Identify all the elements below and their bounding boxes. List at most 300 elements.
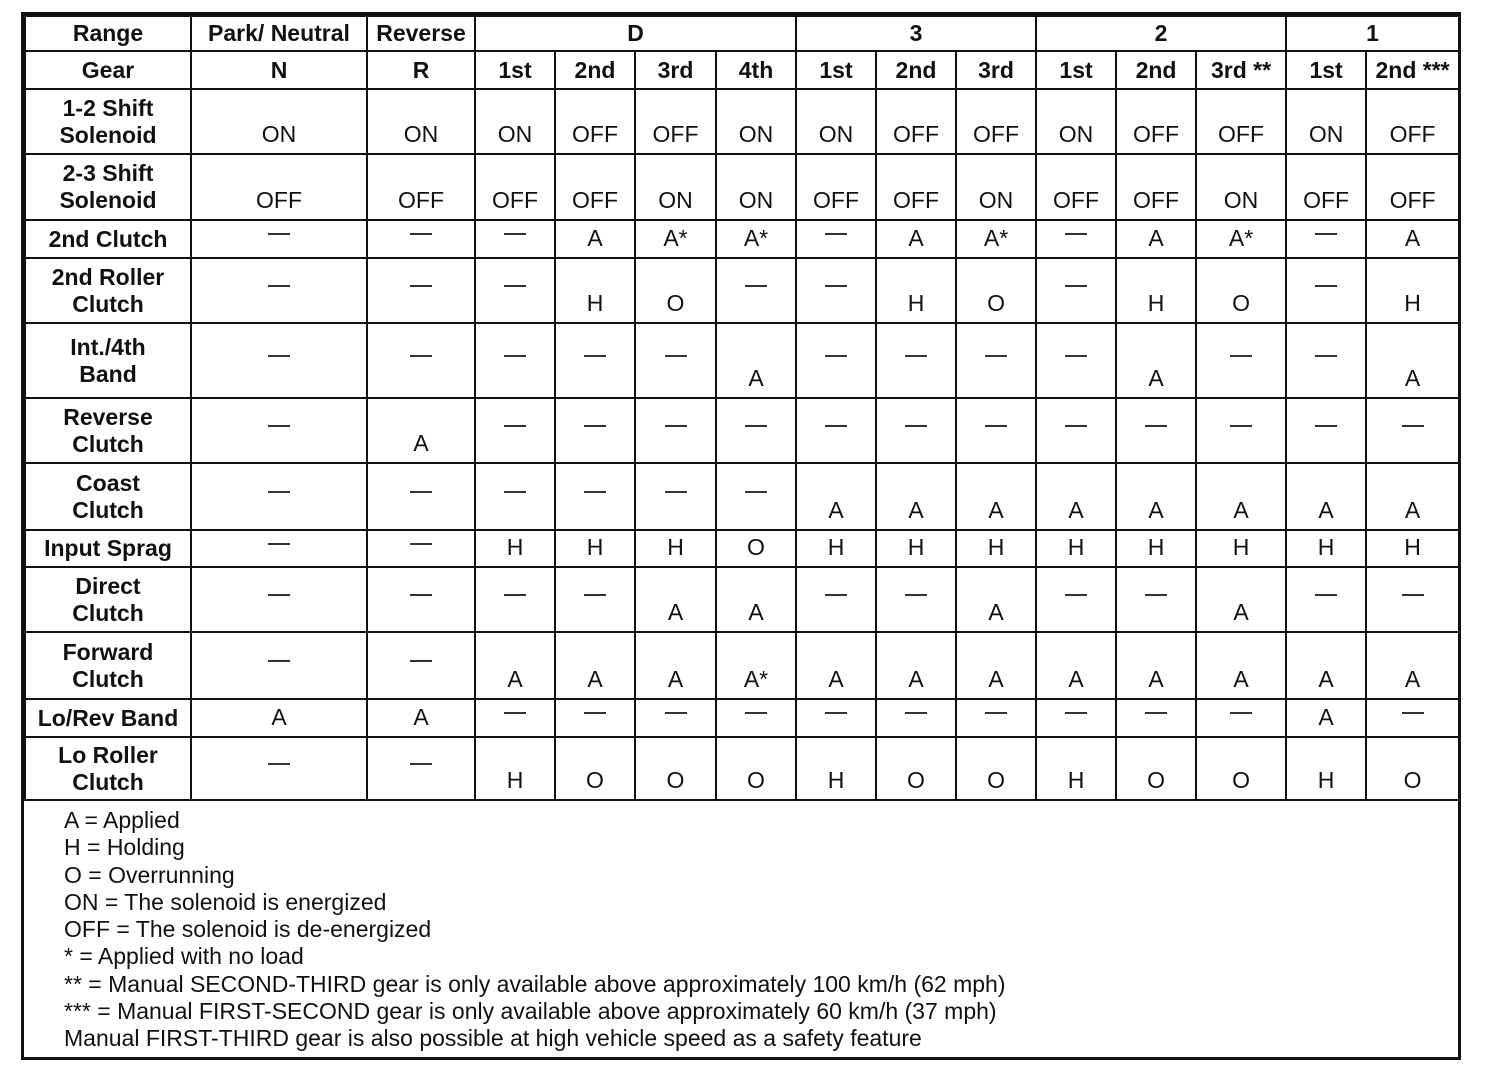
table-cell bbox=[191, 463, 367, 530]
table-cell: ON bbox=[367, 89, 475, 154]
table-cell: O bbox=[716, 737, 796, 800]
table-cell: ON bbox=[716, 89, 796, 154]
table-cell: A bbox=[796, 632, 876, 699]
dash-mark bbox=[504, 712, 526, 714]
dash-mark bbox=[1145, 425, 1167, 427]
dash-mark bbox=[905, 425, 927, 427]
legend-line: OFF = The solenoid is de-energized bbox=[64, 916, 432, 943]
table-row bbox=[25, 89, 1459, 154]
legend-line: H = Holding bbox=[64, 834, 185, 861]
table-cell bbox=[191, 737, 367, 800]
dash-mark bbox=[665, 712, 687, 714]
table-cell: O bbox=[956, 258, 1036, 323]
table-cell: O bbox=[1116, 737, 1196, 800]
table-cell: OFF bbox=[555, 89, 635, 154]
dash-mark bbox=[504, 285, 526, 287]
table-cell: ON bbox=[1196, 154, 1286, 220]
table-cell bbox=[191, 567, 367, 632]
table-cell: H bbox=[796, 530, 876, 567]
table-cell: O bbox=[635, 737, 716, 800]
table-cell: O bbox=[1366, 737, 1459, 800]
table-cell: ON bbox=[956, 154, 1036, 220]
table-cell: A bbox=[956, 463, 1036, 530]
table-cell: A* bbox=[1196, 220, 1286, 258]
table-cell bbox=[475, 220, 555, 258]
table-cell bbox=[876, 699, 956, 737]
table-cell bbox=[796, 220, 876, 258]
row-label-line: Solenoid bbox=[59, 121, 157, 148]
row-label-line: Forward bbox=[62, 638, 154, 665]
table-cell: A bbox=[1036, 632, 1116, 699]
table-cell bbox=[475, 463, 555, 530]
row-label-line: 2nd Roller bbox=[51, 263, 165, 290]
table-cell: O bbox=[1196, 258, 1286, 323]
row-label bbox=[25, 530, 191, 567]
dash-mark bbox=[268, 543, 290, 545]
row-label bbox=[25, 89, 191, 154]
table-cell bbox=[1286, 323, 1366, 398]
table-cell bbox=[191, 323, 367, 398]
table-cell bbox=[876, 567, 956, 632]
table-cell bbox=[716, 258, 796, 323]
table-cell bbox=[796, 323, 876, 398]
dash-mark bbox=[584, 355, 606, 357]
table-cell: O bbox=[635, 258, 716, 323]
table-cell: H bbox=[1196, 530, 1286, 567]
table-cell: OFF bbox=[475, 154, 555, 220]
gear-header: 2nd bbox=[876, 51, 956, 89]
dash-mark bbox=[268, 660, 290, 662]
table-cell: ON bbox=[796, 89, 876, 154]
row-label-line: Solenoid bbox=[59, 187, 157, 213]
dash-mark bbox=[504, 594, 526, 596]
table-cell: OFF bbox=[1036, 154, 1116, 220]
table-cell bbox=[475, 567, 555, 632]
dash-mark bbox=[665, 425, 687, 427]
table-cell: A bbox=[635, 632, 716, 699]
table-cell bbox=[1286, 258, 1366, 323]
table-cell: H bbox=[555, 530, 635, 567]
gear-header: 1st bbox=[1036, 51, 1116, 89]
table-cell: OFF bbox=[1366, 89, 1459, 154]
table-cell: ON bbox=[716, 154, 796, 220]
row-label bbox=[25, 699, 191, 737]
table-cell bbox=[1036, 398, 1116, 463]
dash-mark bbox=[1065, 233, 1087, 235]
table-cell: O bbox=[956, 737, 1036, 800]
range-label: Range bbox=[25, 16, 191, 51]
row-label bbox=[25, 323, 191, 398]
dash-mark bbox=[410, 660, 432, 662]
dash-mark bbox=[504, 233, 526, 235]
table-cell: H bbox=[876, 530, 956, 567]
table-cell bbox=[1036, 567, 1116, 632]
dash-mark bbox=[1065, 425, 1087, 427]
gear-header: N bbox=[191, 51, 367, 89]
table-cell: A bbox=[796, 463, 876, 530]
table-cell: O bbox=[555, 737, 635, 800]
legend bbox=[24, 801, 1458, 1053]
table-cell bbox=[1366, 699, 1459, 737]
table-cell: A bbox=[716, 323, 796, 398]
gear-header: 1st bbox=[1286, 51, 1366, 89]
legend-line: ** = Manual SECOND-THIRD gear is only available above approximately 100 km/h (62 mph) bbox=[64, 970, 1006, 997]
table-cell bbox=[635, 463, 716, 530]
table-cell: ON bbox=[1286, 89, 1366, 154]
table-cell bbox=[191, 398, 367, 463]
table-cell: A bbox=[716, 567, 796, 632]
dash-mark bbox=[504, 491, 526, 493]
dash-mark bbox=[410, 355, 432, 357]
row-label-line: Reverse bbox=[63, 403, 153, 430]
dash-mark bbox=[905, 712, 927, 714]
table-cell: A bbox=[635, 567, 716, 632]
table-cell bbox=[1116, 699, 1196, 737]
table-cell: H bbox=[1036, 530, 1116, 567]
table-cell bbox=[1116, 567, 1196, 632]
dash-mark bbox=[1065, 712, 1087, 714]
table-cell: A bbox=[367, 699, 475, 737]
table-cell: A bbox=[555, 220, 635, 258]
table-cell bbox=[1036, 699, 1116, 737]
table-cell: A bbox=[876, 463, 956, 530]
row-label bbox=[25, 737, 191, 800]
table-cell: A bbox=[876, 632, 956, 699]
range-header: 1 bbox=[1286, 16, 1459, 51]
range-header: Reverse bbox=[367, 16, 475, 51]
table-cell: A* bbox=[716, 220, 796, 258]
dash-mark bbox=[745, 491, 767, 493]
table-cell: O bbox=[876, 737, 956, 800]
range-header: 2 bbox=[1036, 16, 1286, 51]
table-cell bbox=[367, 323, 475, 398]
table-cell: A* bbox=[716, 632, 796, 699]
dash-mark bbox=[1315, 285, 1337, 287]
dash-mark bbox=[825, 285, 847, 287]
table-cell: A bbox=[555, 632, 635, 699]
dash-mark bbox=[1230, 355, 1252, 357]
table-cell bbox=[555, 567, 635, 632]
table-cell: A bbox=[1286, 463, 1366, 530]
dash-mark bbox=[1315, 355, 1337, 357]
dash-mark bbox=[504, 425, 526, 427]
dash-mark bbox=[1402, 712, 1424, 714]
table-cell: A bbox=[367, 398, 475, 463]
table-cell: O bbox=[1196, 737, 1286, 800]
table-cell bbox=[367, 632, 475, 699]
gear-header: 3rd ** bbox=[1196, 51, 1286, 89]
table-cell: A bbox=[1116, 463, 1196, 530]
table-cell bbox=[475, 699, 555, 737]
dash-mark bbox=[268, 425, 290, 427]
table-cell bbox=[1196, 699, 1286, 737]
row-label-line: Clutch bbox=[72, 768, 144, 795]
table-cell bbox=[367, 463, 475, 530]
dash-mark bbox=[410, 233, 432, 235]
table-cell bbox=[876, 323, 956, 398]
table-cell: ON bbox=[475, 89, 555, 154]
gear-header: 2nd *** bbox=[1366, 51, 1459, 89]
table-cell: A bbox=[1366, 323, 1459, 398]
table-row bbox=[25, 737, 1459, 800]
table-cell bbox=[635, 323, 716, 398]
dash-mark bbox=[825, 425, 847, 427]
table-cell bbox=[1286, 398, 1366, 463]
dash-mark bbox=[985, 355, 1007, 357]
table-cell: A* bbox=[956, 220, 1036, 258]
dash-mark bbox=[1065, 355, 1087, 357]
table-cell bbox=[1036, 220, 1116, 258]
row-label bbox=[25, 220, 191, 258]
table-cell bbox=[1036, 323, 1116, 398]
table-cell bbox=[716, 699, 796, 737]
range-header: 3 bbox=[796, 16, 1036, 51]
dash-mark bbox=[584, 712, 606, 714]
dash-mark bbox=[1145, 594, 1167, 596]
dash-mark bbox=[410, 594, 432, 596]
table-cell: ON bbox=[1036, 89, 1116, 154]
table-cell: OFF bbox=[1196, 89, 1286, 154]
table-cell bbox=[191, 632, 367, 699]
dash-mark bbox=[905, 355, 927, 357]
gear-header: R bbox=[367, 51, 475, 89]
table-cell: OFF bbox=[191, 154, 367, 220]
dash-mark bbox=[1230, 425, 1252, 427]
dash-mark bbox=[268, 763, 290, 765]
table-cell bbox=[1366, 567, 1459, 632]
row-label-line: Lo Roller bbox=[58, 741, 158, 768]
dash-mark bbox=[665, 355, 687, 357]
table-cell bbox=[956, 699, 1036, 737]
table-cell: A bbox=[191, 699, 367, 737]
table-cell: OFF bbox=[956, 89, 1036, 154]
table-cell: A bbox=[1196, 463, 1286, 530]
dash-mark bbox=[410, 491, 432, 493]
table-cell bbox=[796, 258, 876, 323]
dash-mark bbox=[985, 425, 1007, 427]
dash-mark bbox=[985, 712, 1007, 714]
table-cell: OFF bbox=[796, 154, 876, 220]
table-row bbox=[25, 632, 1459, 699]
table-cell bbox=[475, 323, 555, 398]
dash-mark bbox=[1402, 594, 1424, 596]
table-cell: H bbox=[1366, 258, 1459, 323]
legend-line: Manual FIRST-THIRD gear is also possible at high vehicle speed as a safety feature bbox=[64, 1025, 922, 1052]
table-cell: H bbox=[555, 258, 635, 323]
dash-mark bbox=[905, 594, 927, 596]
table-row bbox=[25, 699, 1459, 737]
table-cell bbox=[1366, 398, 1459, 463]
table-cell bbox=[191, 220, 367, 258]
table-row bbox=[25, 220, 1459, 258]
dash-mark bbox=[268, 491, 290, 493]
gear-header: 1st bbox=[796, 51, 876, 89]
table-cell bbox=[716, 398, 796, 463]
row-label-line: Lo/Rev Band bbox=[37, 704, 179, 731]
table-cell: A bbox=[1116, 220, 1196, 258]
table-cell: H bbox=[1286, 737, 1366, 800]
table-row bbox=[25, 398, 1459, 463]
table-cell bbox=[555, 323, 635, 398]
table-cell bbox=[635, 699, 716, 737]
table-cell: H bbox=[1286, 530, 1366, 567]
table-cell bbox=[876, 398, 956, 463]
table-cell: A bbox=[1116, 632, 1196, 699]
dash-mark bbox=[825, 355, 847, 357]
dash-mark bbox=[584, 594, 606, 596]
table-cell: H bbox=[635, 530, 716, 567]
table-cell: O bbox=[716, 530, 796, 567]
row-label-line: 2-3 Shift bbox=[62, 160, 154, 186]
table-row bbox=[25, 258, 1459, 323]
gear-header: 3rd bbox=[956, 51, 1036, 89]
dash-mark bbox=[1065, 285, 1087, 287]
gear-header: 2nd bbox=[555, 51, 635, 89]
table-cell bbox=[796, 398, 876, 463]
table-cell: A bbox=[876, 220, 956, 258]
table-cell bbox=[1196, 398, 1286, 463]
dash-mark bbox=[1145, 712, 1167, 714]
table-cell: H bbox=[1366, 530, 1459, 567]
table-cell: A bbox=[1286, 632, 1366, 699]
table-cell: A bbox=[1196, 567, 1286, 632]
dash-mark bbox=[584, 425, 606, 427]
dash-mark bbox=[745, 285, 767, 287]
shift-chart bbox=[21, 12, 1461, 1060]
table-cell: OFF bbox=[1286, 154, 1366, 220]
dash-mark bbox=[825, 712, 847, 714]
table-cell: H bbox=[1116, 258, 1196, 323]
row-label-line: Clutch bbox=[72, 599, 144, 626]
table-cell: A bbox=[956, 632, 1036, 699]
table-body bbox=[25, 89, 1459, 800]
table-cell bbox=[1286, 567, 1366, 632]
table-cell: H bbox=[475, 737, 555, 800]
row-label bbox=[25, 398, 191, 463]
dash-mark bbox=[1402, 425, 1424, 427]
row-label bbox=[25, 258, 191, 323]
row-label-line: Clutch bbox=[72, 665, 144, 692]
table-cell bbox=[1116, 398, 1196, 463]
table-cell bbox=[796, 567, 876, 632]
legend-line: A = Applied bbox=[64, 807, 180, 833]
table-cell: OFF bbox=[876, 154, 956, 220]
row-label-line: 1-2 Shift bbox=[62, 94, 154, 121]
table-cell: ON bbox=[635, 154, 716, 220]
table-row bbox=[25, 323, 1459, 398]
dash-mark bbox=[504, 355, 526, 357]
row-label-line: Clutch bbox=[72, 496, 144, 523]
range-header: Park/ Neutral bbox=[191, 16, 367, 51]
legend-line: *** = Manual FIRST-SECOND gear is only available above approximately 60 km/h (37 mph) bbox=[64, 998, 997, 1025]
row-label-line: Input Sprag bbox=[44, 535, 172, 561]
table-cell: OFF bbox=[1366, 154, 1459, 220]
dash-mark bbox=[825, 594, 847, 596]
clutch-application-table bbox=[24, 15, 1460, 801]
table-cell bbox=[1036, 258, 1116, 323]
table-cell: OFF bbox=[367, 154, 475, 220]
dash-mark bbox=[1315, 594, 1337, 596]
row-label bbox=[25, 154, 191, 220]
table-cell: A bbox=[1036, 463, 1116, 530]
table-cell bbox=[191, 258, 367, 323]
gear-header-row bbox=[25, 51, 1459, 89]
table-cell bbox=[555, 699, 635, 737]
dash-mark bbox=[410, 285, 432, 287]
table-cell bbox=[555, 463, 635, 530]
table-cell bbox=[956, 398, 1036, 463]
table-cell: H bbox=[956, 530, 1036, 567]
table-cell: H bbox=[796, 737, 876, 800]
table-cell: ON bbox=[191, 89, 367, 154]
gear-header: 4th bbox=[716, 51, 796, 89]
table-cell bbox=[796, 699, 876, 737]
range-header-row bbox=[25, 16, 1459, 51]
row-label bbox=[25, 463, 191, 530]
table-cell: A bbox=[475, 632, 555, 699]
dash-mark bbox=[1315, 233, 1337, 235]
dash-mark bbox=[825, 233, 847, 235]
table-row bbox=[25, 463, 1459, 530]
table-cell bbox=[1286, 220, 1366, 258]
table-row bbox=[25, 154, 1459, 220]
table-cell: OFF bbox=[635, 89, 716, 154]
dash-mark bbox=[268, 233, 290, 235]
table-cell: OFF bbox=[876, 89, 956, 154]
table-cell: H bbox=[876, 258, 956, 323]
table-cell: OFF bbox=[555, 154, 635, 220]
table-cell bbox=[475, 258, 555, 323]
gear-header: 2nd bbox=[1116, 51, 1196, 89]
table-cell bbox=[555, 398, 635, 463]
dash-mark bbox=[1065, 594, 1087, 596]
table-cell: A bbox=[1116, 323, 1196, 398]
table-cell: A bbox=[1286, 699, 1366, 737]
table-cell bbox=[367, 737, 475, 800]
table-cell bbox=[367, 258, 475, 323]
dash-mark bbox=[665, 491, 687, 493]
table-cell: A bbox=[956, 567, 1036, 632]
table-cell: A bbox=[1366, 632, 1459, 699]
table-cell bbox=[367, 567, 475, 632]
legend-line: ON = The solenoid is energized bbox=[64, 888, 387, 915]
row-label-line: Clutch bbox=[72, 430, 144, 457]
dash-mark bbox=[1315, 425, 1337, 427]
range-header: D bbox=[475, 16, 796, 51]
legend-line: O = Overrunning bbox=[64, 861, 235, 888]
row-label-line: Int./4th bbox=[70, 333, 146, 360]
table-cell: OFF bbox=[1116, 154, 1196, 220]
table-cell bbox=[716, 463, 796, 530]
dash-mark bbox=[745, 425, 767, 427]
dash-mark bbox=[268, 285, 290, 287]
table-cell bbox=[956, 323, 1036, 398]
gear-label: Gear bbox=[25, 51, 191, 89]
row-label-line: 2nd Clutch bbox=[48, 225, 168, 252]
row-label-line: Direct bbox=[75, 572, 141, 599]
gear-header: 3rd bbox=[635, 51, 716, 89]
row-label-line: Clutch bbox=[72, 290, 144, 317]
row-label-line: Band bbox=[79, 360, 137, 387]
legend-line: * = Applied with no load bbox=[64, 943, 304, 970]
table-row bbox=[25, 567, 1459, 632]
row-label-line: Coast bbox=[76, 469, 140, 496]
gear-header: 1st bbox=[475, 51, 555, 89]
table-cell: A* bbox=[635, 220, 716, 258]
dash-mark bbox=[1230, 712, 1252, 714]
table-cell bbox=[367, 530, 475, 567]
table-cell: A bbox=[1196, 632, 1286, 699]
